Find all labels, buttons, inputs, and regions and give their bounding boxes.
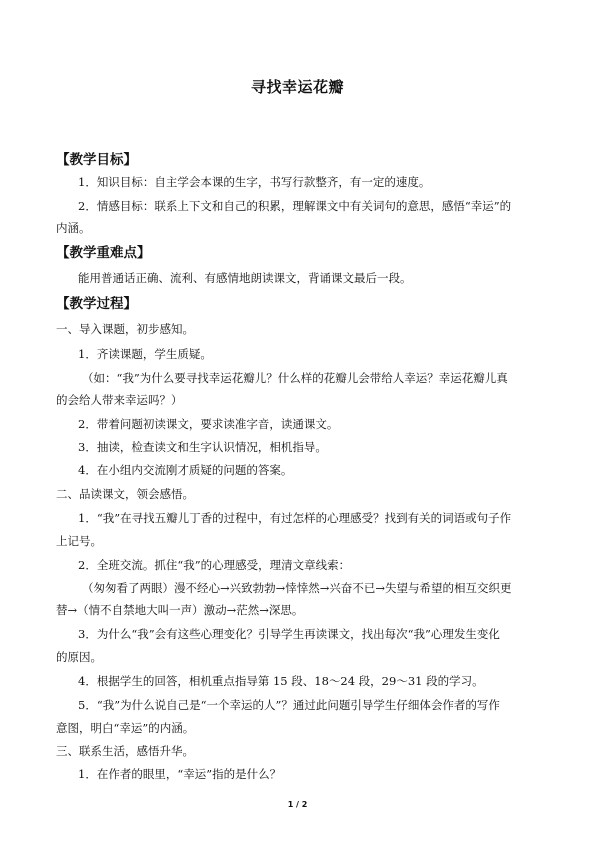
page-number: 1 / 2 [287,800,308,809]
paragraph-line: 1．齐读课题，学生质疑。 [78,347,212,361]
paragraph-line: （如：“我”为什么要寻找幸运花瓣儿？什么样的花瓣儿会带给人幸运？幸运花瓣儿真 [82,371,508,385]
paragraph-line: 的会给人带来幸运吗？） [56,393,183,407]
paragraph-line: 的原因。 [56,650,102,664]
paragraph-line: 三、联系生活，感悟升华。 [56,744,194,758]
paragraph-line: 一、导入课题，初步感知。 [56,322,194,336]
paragraph-line: 内涵。 [56,221,91,235]
paragraph-line: 2．情感目标：联系上下文和自己的积累，理解课文中有关词句的意思，感悟“幸运”的 [78,199,512,213]
paragraph-line: 1．“我”在寻找五瓣儿丁香的过程中，有过怎样的心理感受？找到有关的词语或句子作 [78,511,512,525]
paragraph-line: 意图，明白“幸运”的内涵。 [56,721,195,735]
paragraph-line: （匆匆看了两眼）漫不经心→兴致勃勃→悻悻然→兴奋不已→失望与希望的相互交织更 [82,581,512,595]
paragraph-line: 替→（情不自禁地大叫一声）激动→茫然→深思。 [56,603,304,617]
document-title: 寻找幸运花瓣 [250,78,344,96]
paragraph-line: 上记号。 [56,534,102,548]
section-heading-key-points: 【教学重难点】 [56,245,151,261]
paragraph-line: 2．全班交流。抓住“我”的心理感受，理清文章线索： [78,558,351,572]
section-heading-process: 【教学过程】 [56,296,137,312]
paragraph-line: 4．在小组内交流刚才质疑的问题的答案。 [78,463,293,477]
paragraph-line: 5．“我”为什么说自己是“一个幸运的人”？通过此问题引导学生仔细体会作者的写作 [78,698,500,712]
paragraph-line: 1．在作者的眼里，“幸运”指的是什么？ [78,767,282,781]
paragraph-line: 4．根据学生的回答，相机重点指导第 15 段、18～24 段，29～31 段的学习。 [78,674,484,688]
paragraph-line: 二、品读课文，领会感悟。 [56,487,194,501]
paragraph-line: 能用普通话正确、流利、有感情地朗读课文，背诵课文最后一段。 [78,271,412,285]
paragraph-line: 2．带着问题初读课文，要求读准字音，读通课文。 [78,417,339,431]
section-heading-goals: 【教学目标】 [56,152,137,168]
paragraph-line: 1．知识目标：自主学会本课的生字，书写行款整齐，有一定的速度。 [78,175,431,189]
paragraph-line: 3．抽读，检查读文和生字认识情况，相机指导。 [78,440,327,454]
paragraph-line: 3．为什么“我”会有这些心理变化？引导学生再读课文，找出每次“我”心理发生变化 [78,627,500,641]
